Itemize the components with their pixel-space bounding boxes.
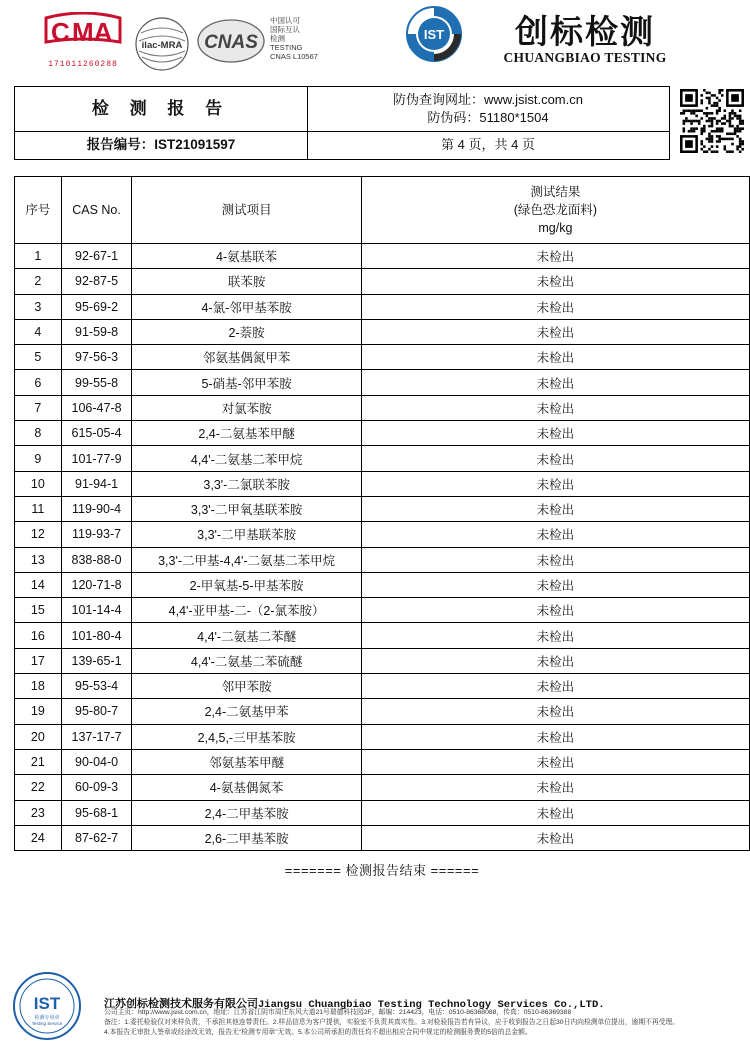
table-row: [15, 345, 750, 370]
cell-no: 13: [15, 547, 62, 572]
cnas-line: TESTING: [270, 43, 303, 52]
cnas-caption: [270, 16, 330, 61]
cell-item: 2,4-二氨基甲苯: [132, 699, 361, 724]
cell-result: 未检出: [361, 421, 749, 446]
cell-result: 未检出: [361, 395, 749, 420]
page-indicator: 第 4 页，共 4 页: [441, 137, 535, 152]
cell-no: 8: [15, 421, 62, 446]
cell-cas: 95-80-7: [61, 699, 132, 724]
cnas-line: 检测: [270, 34, 285, 43]
cell-cas: 60-09-3: [61, 775, 132, 800]
ilac-label: ilac-MRA: [141, 40, 183, 51]
cell-item: 3,3'-二甲氧基联苯胺: [132, 496, 361, 521]
result-header-line: mg/kg: [538, 221, 573, 235]
cell-item: 联苯胺: [132, 269, 361, 294]
cell-cas: 119-90-4: [61, 496, 132, 521]
cell-no: 23: [15, 800, 62, 825]
cell-no: 14: [15, 572, 62, 597]
cell-cas: 106-47-8: [61, 395, 132, 420]
table-row: [15, 623, 750, 648]
cell-result: 未检出: [361, 471, 749, 496]
cnas-line: 国际互认: [270, 25, 300, 34]
cell-cas: 95-53-4: [61, 674, 132, 699]
cell-no: 20: [15, 724, 62, 749]
col-header-item: 测试项目: [132, 177, 361, 244]
result-header-line: (绿色恐龙面料): [513, 203, 598, 217]
ist-logo: [404, 4, 464, 64]
table-row: [15, 471, 750, 496]
cell-no: 16: [15, 623, 62, 648]
cell-cas: 97-56-3: [61, 345, 132, 370]
cnas-label: CNAS: [204, 32, 258, 53]
cma-logo: [42, 12, 124, 74]
cell-result: 未检出: [361, 294, 749, 319]
cell-cas: 137-17-7: [61, 724, 132, 749]
table-row: [15, 294, 750, 319]
cell-no: 1: [15, 244, 62, 269]
brand-name-en: CHUANGBIAO TESTING: [503, 50, 667, 65]
cell-no: 3: [15, 294, 62, 319]
cell-item: 4,4'-亚甲基-二-（2-氯苯胺）: [132, 598, 361, 623]
table-row: [15, 319, 750, 344]
svg-text:C: C: [51, 17, 70, 47]
verify-url: 防伪查询网址：www.jsist.com.cn: [393, 92, 583, 107]
cell-no: 18: [15, 674, 62, 699]
cell-no: 15: [15, 598, 62, 623]
seal-label: IST: [33, 994, 61, 1013]
result-header-line: 测试结果: [530, 185, 581, 199]
col-header-result: [361, 177, 749, 244]
testing-seal: [12, 971, 82, 1041]
cell-result: 未检出: [361, 724, 749, 749]
qr-code[interactable]: [680, 86, 744, 156]
table-row: [15, 522, 750, 547]
cell-item: 2,4,5,-三甲基苯胺: [132, 724, 361, 749]
table-row: [15, 269, 750, 294]
table-row: [15, 674, 750, 699]
seal-sub: 检测专用章: [34, 1015, 60, 1021]
table-row: [15, 800, 750, 825]
cell-result: 未检出: [361, 775, 749, 800]
cnas-line: CNAS L10567: [270, 52, 318, 61]
cell-cas: 139-65-1: [61, 648, 132, 673]
cell-no: 5: [15, 345, 62, 370]
table-row: [15, 446, 750, 471]
footer-note: 备注：1.委托检验仅对来样负责，不承担其他连带责任。2.样品信息为客户提供，实验室不负责其真实性。3.对检验报告若有异议，应于收到报告之日起30日内向检测单位提出，逾期不再受理。: [104, 1019, 680, 1026]
company-name-en: Jiangsu Chuangbiao Testing Technology Services Co.,LTD.: [258, 999, 605, 1011]
table-row: [15, 648, 750, 673]
report-end-marker: ======= 检测报告结束 ======: [284, 863, 480, 878]
cell-result: 未检出: [361, 598, 749, 623]
cell-item: 2,6-二甲基苯胺: [132, 825, 361, 850]
table-row: [15, 370, 750, 395]
cell-no: 17: [15, 648, 62, 673]
cell-no: 7: [15, 395, 62, 420]
cell-no: 11: [15, 496, 62, 521]
ist-label: IST: [423, 27, 445, 42]
cell-no: 9: [15, 446, 62, 471]
cell-item: 2,4-二氨基苯甲醚: [132, 421, 361, 446]
cell-item: 4,4'-二氨基二苯醚: [132, 623, 361, 648]
cell-cas: 615-05-4: [61, 421, 132, 446]
cell-result: 未检出: [361, 269, 749, 294]
verify-code: 防伪码：51180*1504: [427, 110, 549, 125]
col-header-no: 序号: [15, 177, 62, 244]
cell-no: 10: [15, 471, 62, 496]
cell-result: 未检出: [361, 572, 749, 597]
cell-no: 12: [15, 522, 62, 547]
cell-result: 未检出: [361, 345, 749, 370]
cell-item: 邻氨基偶氮甲苯: [132, 345, 361, 370]
cell-cas: 838-88-0: [61, 547, 132, 572]
cell-cas: 99-55-8: [61, 370, 132, 395]
cell-item: 2,4-二甲基苯胺: [132, 800, 361, 825]
cell-cas: 91-94-1: [61, 471, 132, 496]
table-row: [15, 244, 750, 269]
table-row: [15, 724, 750, 749]
table-row: [15, 496, 750, 521]
cell-cas: 120-71-8: [61, 572, 132, 597]
cell-no: 6: [15, 370, 62, 395]
cell-cas: 91-59-8: [61, 319, 132, 344]
col-header-cas: CAS No.: [61, 177, 132, 244]
cnas-line: 中国认可: [270, 16, 300, 25]
cma-letters: MA: [72, 17, 113, 47]
cell-result: 未检出: [361, 522, 749, 547]
table-row: [15, 699, 750, 724]
brand-name-cn: 创标检测: [515, 12, 655, 51]
report-title: 检 测 报 告: [91, 99, 231, 118]
cell-no: 22: [15, 775, 62, 800]
cell-result: 未检出: [361, 496, 749, 521]
table-row: [15, 825, 750, 850]
cell-result: 未检出: [361, 800, 749, 825]
anti-counterfeit-info: [307, 91, 669, 127]
contact-info: 公司主页：http://www.jsist.com.cn，地址：江苏省江阴市周庄东风大道21号瑞德科技园2F，邮编：214423，电话：0510-86368088，传真：0510-86369388: [104, 1009, 572, 1016]
cell-result: 未检出: [361, 825, 749, 850]
cell-result: 未检出: [361, 370, 749, 395]
cell-result: 未检出: [361, 446, 749, 471]
table-row: [15, 775, 750, 800]
cell-cas: 95-68-1: [61, 800, 132, 825]
cell-item: 4,4'-二氨基二苯甲烷: [132, 446, 361, 471]
footer-note: 4.本报告无审批人签章或经涂改无效，报告无"检测专用章"无效。5.本公司所承担的责任均不超出相应合同中规定的检测服务费的5倍的总金额。: [104, 1029, 532, 1036]
cell-cas: 101-80-4: [61, 623, 132, 648]
cell-cas: 101-14-4: [61, 598, 132, 623]
table-body: [15, 244, 750, 851]
cell-result: 未检出: [361, 244, 749, 269]
table-row: [15, 749, 750, 774]
ilac-mra-logo: [133, 15, 191, 73]
cell-item: 5-硝基-邻甲苯胺: [132, 370, 361, 395]
cell-no: 4: [15, 319, 62, 344]
report-info-box: [14, 86, 670, 160]
seal-sub: Testing Service: [31, 1021, 63, 1026]
cell-result: 未检出: [361, 674, 749, 699]
cell-result: 未检出: [361, 699, 749, 724]
cell-item: 4-氨基偶氮苯: [132, 775, 361, 800]
cell-item: 3,3'-二甲基-4,4'-二氨基二苯甲烷: [132, 547, 361, 572]
company-name-cn: 江苏创标检测技术服务有限公司: [104, 998, 258, 1010]
cell-cas: 92-87-5: [61, 269, 132, 294]
cell-item: 对氯苯胺: [132, 395, 361, 420]
cell-item: 邻甲苯胺: [132, 674, 361, 699]
cell-cas: 87-62-7: [61, 825, 132, 850]
cell-item: 3,3'-二氯联苯胺: [132, 471, 361, 496]
cell-no: 19: [15, 699, 62, 724]
cell-no: 21: [15, 749, 62, 774]
cnas-logo: [196, 18, 266, 64]
cell-no: 2: [15, 269, 62, 294]
cell-item: 3,3'-二甲基联苯胺: [132, 522, 361, 547]
cell-item: 2-甲氧基-5-甲基苯胺: [132, 572, 361, 597]
table-row: [15, 421, 750, 446]
cell-result: 未检出: [361, 547, 749, 572]
cell-item: 4-氯-邻甲基苯胺: [132, 294, 361, 319]
table-row: [15, 395, 750, 420]
cell-result: 未检出: [361, 749, 749, 774]
cell-cas: 90-04-0: [61, 749, 132, 774]
table-row: [15, 598, 750, 623]
cell-item: 4,4'-二氨基二苯硫醚: [132, 648, 361, 673]
cell-item: 2-萘胺: [132, 319, 361, 344]
cell-result: 未检出: [361, 648, 749, 673]
cell-cas: 101-77-9: [61, 446, 132, 471]
cell-result: 未检出: [361, 319, 749, 344]
table-row: [15, 572, 750, 597]
results-table: [14, 176, 750, 851]
cell-item: 邻氨基苯甲醚: [132, 749, 361, 774]
cell-result: 未检出: [361, 623, 749, 648]
cell-cas: 119-93-7: [61, 522, 132, 547]
table-row: [15, 547, 750, 572]
cell-cas: 95-69-2: [61, 294, 132, 319]
cma-number: 171011260288: [48, 60, 118, 69]
cell-cas: 92-67-1: [61, 244, 132, 269]
table-header-row: [15, 177, 750, 244]
cell-item: 4-氨基联苯: [132, 244, 361, 269]
report-number: 报告编号：IST21091597: [86, 137, 236, 152]
cell-no: 24: [15, 825, 62, 850]
